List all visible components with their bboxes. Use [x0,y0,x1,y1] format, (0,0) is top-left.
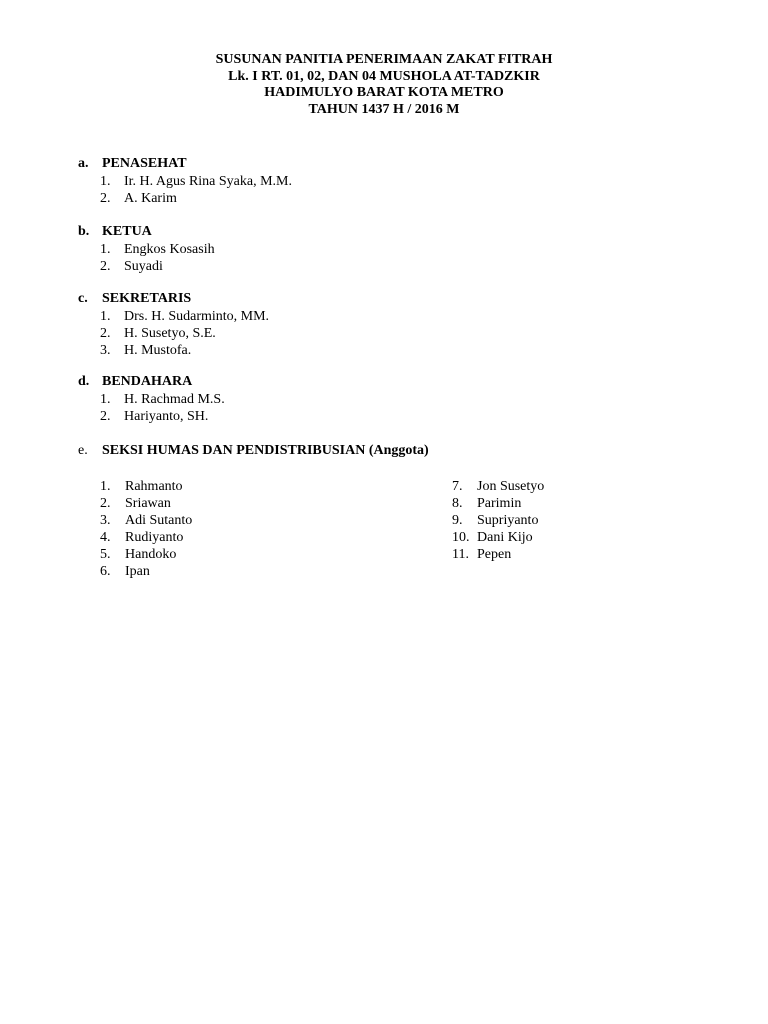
section-heading [78,290,698,308]
member-name: Supriyanto [477,513,539,528]
item-number: 8. [452,496,463,511]
member-name: Parimin [477,496,522,511]
item-number: 1. [100,174,111,189]
list-item [452,546,544,563]
section-bendahara [78,373,698,425]
member-list [100,241,698,275]
section-letter: e. [78,443,88,458]
member-name: Rudiyanto [125,530,184,545]
member-list [100,173,698,207]
section-heading [78,223,698,241]
member-list [100,391,698,425]
list-item [100,478,192,495]
section-letter: b. [78,224,90,239]
list-item [452,495,544,512]
section-seksi-humas [78,442,698,460]
list-item [452,478,544,495]
item-number: 2. [100,326,111,341]
item-number: 3. [100,513,111,528]
section-title: SEKRETARIS [102,291,192,306]
section-letter: d. [78,374,90,389]
member-list [100,308,698,359]
item-number: 1. [100,392,111,407]
list-item [100,258,698,275]
list-item [100,563,192,580]
list-item [100,546,192,563]
section-title: KETUA [102,224,152,239]
title-line-1: SUSUNAN PANITIA PENERIMAAN ZAKAT FITRAH [215,52,553,67]
section-ketua [78,223,698,275]
item-number: 5. [100,547,111,562]
section-letter: c. [78,291,88,306]
title-line-3: HADIMULYO BARAT KOTA METRO [264,85,504,100]
member-name: Engkos Kosasih [124,242,215,257]
section-penasehat [78,155,698,207]
member-name: Jon Susetyo [477,479,545,494]
item-number: 2. [100,409,111,424]
item-number: 1. [100,479,111,494]
list-item [452,512,544,529]
member-name: Handoko [125,547,177,562]
item-number: 11. [452,547,469,562]
section-heading [78,373,698,391]
document-title [0,52,768,118]
list-item [100,173,698,190]
member-name: Suyadi [124,259,163,274]
member-name: H. Rachmad M.S. [124,392,225,407]
member-name: Pepen [477,547,512,562]
item-number: 1. [100,309,111,324]
title-line-2: Lk. I RT. 01, 02, DAN 04 MUSHOLA AT-TADZKIR [228,68,540,84]
list-item [100,408,698,425]
item-number: 1. [100,242,111,257]
section-heading [78,155,698,173]
list-item [100,495,192,512]
list-item [100,190,698,207]
list-item [100,529,192,546]
item-number: 2. [100,191,111,206]
list-item [100,308,698,325]
member-list-right [452,478,544,563]
section-title: BENDAHARA [102,374,193,389]
section-title: SEKSI HUMAS DAN PENDISTRIBUSIAN (Anggota) [102,443,429,458]
item-number: 4. [100,530,111,545]
member-name: A. Karim [124,191,177,206]
item-number: 6. [100,564,111,579]
item-number: 10. [452,530,470,545]
member-name: Drs. H. Sudarminto, MM. [124,309,270,324]
list-item [100,325,698,342]
member-list-left [100,478,192,580]
member-name: Rahmanto [125,479,183,494]
section-heading [78,442,698,460]
member-name: Hariyanto, SH. [124,409,209,424]
list-item [100,391,698,408]
item-number: 2. [100,496,111,511]
title-line-4: TAHUN 1437 H / 2016 M [308,101,460,117]
section-sekretaris [78,290,698,359]
section-letter: a. [78,156,89,171]
list-item [100,241,698,258]
item-number: 3. [100,343,111,358]
member-name: Sriawan [125,496,171,511]
member-name: Adi Sutanto [125,513,193,528]
item-number: 9. [452,513,463,528]
item-number: 7. [452,479,463,494]
list-item [452,529,544,546]
member-name: Ipan [125,564,150,579]
list-item [100,512,192,529]
member-name: H. Susetyo, S.E. [124,326,216,341]
member-name: Dani Kijo [477,530,533,545]
member-name: Ir. H. Agus Rina Syaka, M.M. [124,174,292,189]
list-item [100,342,698,359]
member-name: H. Mustofa. [124,343,192,358]
item-number: 2. [100,259,111,274]
section-title: PENASEHAT [102,156,187,171]
